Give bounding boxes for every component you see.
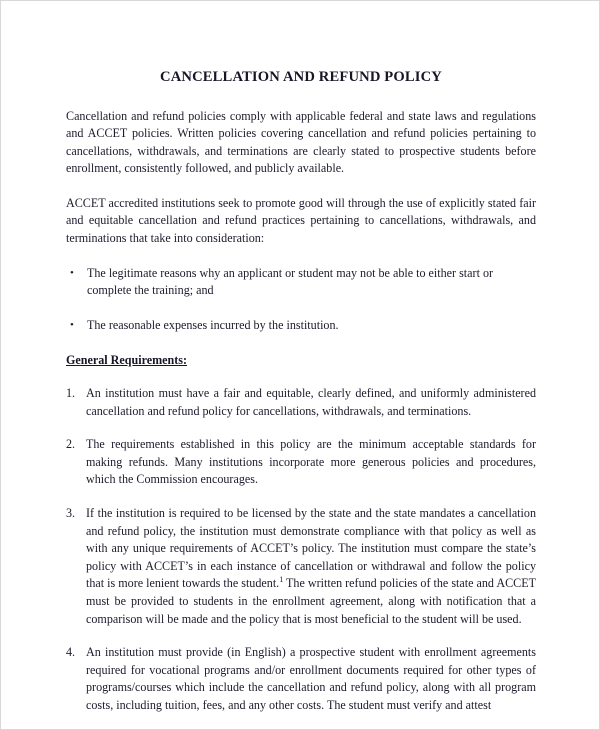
list-item-text: The requirements established in this policy are the minimum acceptable standards for making refunds. Many institutions incorporate more generous policies and procedures, which the Commission encourages.: [86, 437, 536, 487]
list-marker: 1.: [66, 386, 76, 401]
list-item-text-after-footnote: The written refund policies of the state and ACCET must be provided to students in the enrollment agreement, along with notification that a comparison will be made and the policy that is most beneficial to the student will be used.: [86, 576, 536, 626]
intro-paragraph-2: ACCET accredited institutions seek to promote good will through the use of explicitly stated fair and equitable cancellation and refund practices pertaining to cancellations, withdrawals, and terminations that take into consideration:: [66, 195, 536, 246]
list-marker: 4.: [66, 645, 76, 660]
list-item-text: An institution must have a fair and equitable, clearly defined, and uniformly administered cancellation and refund policy for cancellations, withdrawals, and terminations.: [86, 386, 536, 418]
table-row: [66, 385, 536, 420]
list-item-text: The reasonable expenses incurred by the institution.: [87, 317, 339, 332]
document-body: [66, 1, 536, 715]
table-row: [66, 436, 536, 489]
general-requirements-numbered-list: [66, 385, 536, 715]
bullet-icon: •: [70, 266, 74, 279]
table-row: [66, 644, 536, 714]
list-item-text: The legitimate reasons why an applicant or student may not be able to either start or complete the training; and: [87, 265, 494, 298]
section-heading-general-requirements: General Requirements:: [66, 353, 188, 368]
footnote-reference: 1: [279, 575, 284, 585]
list-marker: 3.: [66, 506, 76, 520]
consideration-bullet-list: [66, 265, 536, 335]
list-item-text: An institution must provide (in English) a prospective student with enrollment agreements required for vocational programs and/or enrollment documents required for other types of programs/courses which include the cancellation and refund policy, along with all program costs, including tuition, fees, and any other costs. The student must verify and attest: [86, 645, 536, 712]
list-item: [66, 317, 536, 335]
list-item: [66, 265, 536, 300]
bullet-icon: •: [70, 318, 74, 331]
page-title: CANCELLATION AND REFUND POLICY: [160, 69, 442, 85]
intro-paragraph-1: Cancellation and refund policies comply with applicable federal and state laws and regulations and ACCET policies. Written policies covering cancellation and refund policies pertaining to cancellations, withdrawals, and terminations are clearly stated to prospective students before enrollment, consistently followed, and publicly available.: [66, 108, 536, 176]
list-marker: 2.: [66, 437, 76, 452]
table-row: [66, 505, 536, 628]
list-item-text-before-footnote: If the institution is required to be licensed by the state and the state mandates a cancellation and refund policy, the institution must demonstrate compliance with that policy as well as with any unique requirements of ACCET’s policy. The institution must compare the state’s policy with ACCET’s in each instance of cancellation or withdrawal and follow the policy that is more lenient towards the student.: [86, 506, 536, 591]
